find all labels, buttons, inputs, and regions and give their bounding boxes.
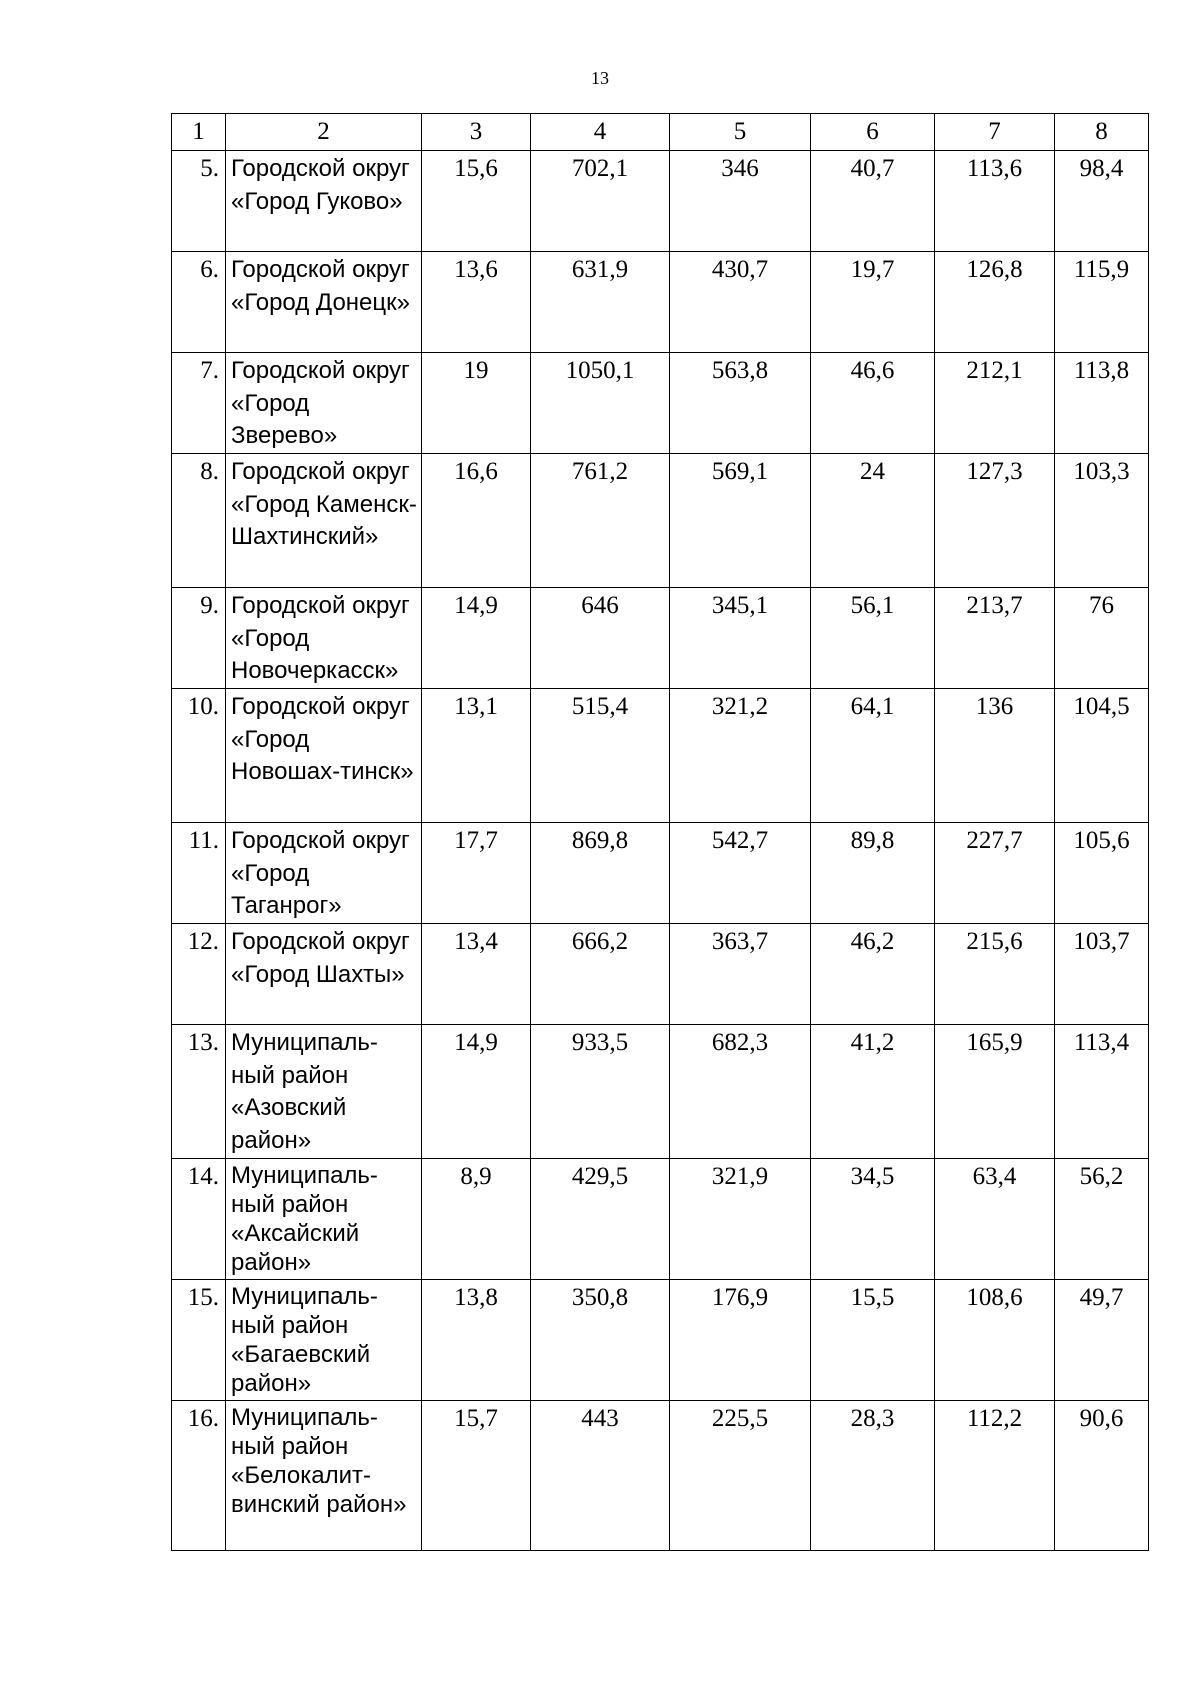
value-col-4: 702,1 (531, 151, 670, 252)
municipality-name: Городской округ «Город Каменск-Шахтинский» (226, 454, 422, 588)
value-col-6: 89,8 (811, 823, 935, 924)
value-col-3: 13,8 (422, 1280, 531, 1401)
value-col-4: 631,9 (531, 252, 670, 353)
row-number: 10. (172, 689, 226, 823)
municipality-name: Городской округ «Город Таганрог» (226, 823, 422, 924)
municipality-name: Городской округ «Город Новошах-тинск» (226, 689, 422, 823)
value-col-4: 933,5 (531, 1025, 670, 1159)
row-number: 12. (172, 924, 226, 1025)
column-number: 7 (935, 114, 1055, 151)
value-col-6: 24 (811, 454, 935, 588)
value-col-7: 227,7 (935, 823, 1055, 924)
value-col-7: 213,7 (935, 588, 1055, 689)
table-row (172, 1159, 1149, 1280)
value-col-5: 542,7 (670, 823, 811, 924)
value-col-5: 563,8 (670, 353, 811, 454)
table-row (172, 924, 1149, 1025)
value-col-4: 443 (531, 1401, 670, 1551)
value-col-3: 14,9 (422, 1025, 531, 1159)
value-col-7: 126,8 (935, 252, 1055, 353)
page-number: 13 (591, 68, 609, 88)
row-number: 6. (172, 252, 226, 353)
table-row (172, 1025, 1149, 1159)
value-col-8: 104,5 (1055, 689, 1149, 823)
column-number: 3 (422, 114, 531, 151)
value-col-5: 321,2 (670, 689, 811, 823)
value-col-7: 112,2 (935, 1401, 1055, 1551)
table-row (172, 823, 1149, 924)
value-col-8: 76 (1055, 588, 1149, 689)
data-table (171, 113, 1149, 1551)
row-number: 15. (172, 1280, 226, 1401)
municipality-name: Городской округ «Город Новочеркасск» (226, 588, 422, 689)
table-row (172, 689, 1149, 823)
value-col-5: 225,5 (670, 1401, 811, 1551)
value-col-4: 350,8 (531, 1280, 670, 1401)
value-col-7: 113,6 (935, 151, 1055, 252)
row-number: 13. (172, 1025, 226, 1159)
column-number: 1 (172, 114, 226, 151)
value-col-6: 40,7 (811, 151, 935, 252)
value-col-7: 165,9 (935, 1025, 1055, 1159)
value-col-7: 215,6 (935, 924, 1055, 1025)
value-col-4: 1050,1 (531, 353, 670, 454)
value-col-5: 430,7 (670, 252, 811, 353)
value-col-5: 363,7 (670, 924, 811, 1025)
table-row (172, 151, 1149, 252)
value-col-5: 345,1 (670, 588, 811, 689)
value-col-4: 429,5 (531, 1159, 670, 1280)
municipality-name: Муниципаль-ный район «Багаевский район» (226, 1280, 422, 1401)
row-number: 8. (172, 454, 226, 588)
value-col-5: 176,9 (670, 1280, 811, 1401)
value-col-7: 63,4 (935, 1159, 1055, 1280)
value-col-3: 15,6 (422, 151, 531, 252)
table-row (172, 588, 1149, 689)
municipality-name: Муниципаль-ный район «Азовский район» (226, 1025, 422, 1159)
table-row (172, 353, 1149, 454)
municipality-name: Муниципаль-ный район «Аксайский район» (226, 1159, 422, 1280)
value-col-8: 90,6 (1055, 1401, 1149, 1551)
column-number: 8 (1055, 114, 1149, 151)
value-col-7: 108,6 (935, 1280, 1055, 1401)
value-col-8: 98,4 (1055, 151, 1149, 252)
value-col-3: 13,4 (422, 924, 531, 1025)
value-col-8: 113,4 (1055, 1025, 1149, 1159)
value-col-8: 103,3 (1055, 454, 1149, 588)
table-row (172, 454, 1149, 588)
column-number-row (172, 114, 1149, 151)
value-col-6: 15,5 (811, 1280, 935, 1401)
municipality-name: Городской округ «Город Зверево» (226, 353, 422, 454)
row-number: 11. (172, 823, 226, 924)
value-col-3: 13,1 (422, 689, 531, 823)
municipality-name: Муниципаль-ный район «Белокалит-винский район» (226, 1401, 422, 1551)
value-col-8: 56,2 (1055, 1159, 1149, 1280)
value-col-4: 515,4 (531, 689, 670, 823)
value-col-6: 56,1 (811, 588, 935, 689)
column-number: 2 (226, 114, 422, 151)
value-col-5: 682,3 (670, 1025, 811, 1159)
row-number: 16. (172, 1401, 226, 1551)
value-col-3: 8,9 (422, 1159, 531, 1280)
value-col-3: 15,7 (422, 1401, 531, 1551)
value-col-4: 666,2 (531, 924, 670, 1025)
municipality-name: Городской округ «Город Гуково» (226, 151, 422, 252)
value-col-3: 17,7 (422, 823, 531, 924)
value-col-8: 103,7 (1055, 924, 1149, 1025)
value-col-8: 105,6 (1055, 823, 1149, 924)
municipality-name: Городской округ «Город Донецк» (226, 252, 422, 353)
value-col-8: 115,9 (1055, 252, 1149, 353)
value-col-5: 346 (670, 151, 811, 252)
value-col-6: 28,3 (811, 1401, 935, 1551)
column-number: 4 (531, 114, 670, 151)
value-col-3: 19 (422, 353, 531, 454)
table-row (172, 1401, 1149, 1551)
value-col-3: 16,6 (422, 454, 531, 588)
value-col-6: 46,2 (811, 924, 935, 1025)
value-col-6: 46,6 (811, 353, 935, 454)
value-col-6: 64,1 (811, 689, 935, 823)
value-col-4: 646 (531, 588, 670, 689)
municipality-name: Городской округ «Город Шахты» (226, 924, 422, 1025)
table-row (172, 1280, 1149, 1401)
table-row (172, 252, 1149, 353)
value-col-7: 127,3 (935, 454, 1055, 588)
value-col-3: 14,9 (422, 588, 531, 689)
value-col-8: 49,7 (1055, 1280, 1149, 1401)
value-col-6: 41,2 (811, 1025, 935, 1159)
value-col-5: 569,1 (670, 454, 811, 588)
value-col-3: 13,6 (422, 252, 531, 353)
row-number: 14. (172, 1159, 226, 1280)
value-col-4: 761,2 (531, 454, 670, 588)
row-number: 5. (172, 151, 226, 252)
row-number: 7. (172, 353, 226, 454)
value-col-6: 19,7 (811, 252, 935, 353)
row-number: 9. (172, 588, 226, 689)
value-col-7: 212,1 (935, 353, 1055, 454)
value-col-8: 113,8 (1055, 353, 1149, 454)
value-col-4: 869,8 (531, 823, 670, 924)
column-number: 5 (670, 114, 811, 151)
value-col-6: 34,5 (811, 1159, 935, 1280)
value-col-7: 136 (935, 689, 1055, 823)
value-col-5: 321,9 (670, 1159, 811, 1280)
column-number: 6 (811, 114, 935, 151)
